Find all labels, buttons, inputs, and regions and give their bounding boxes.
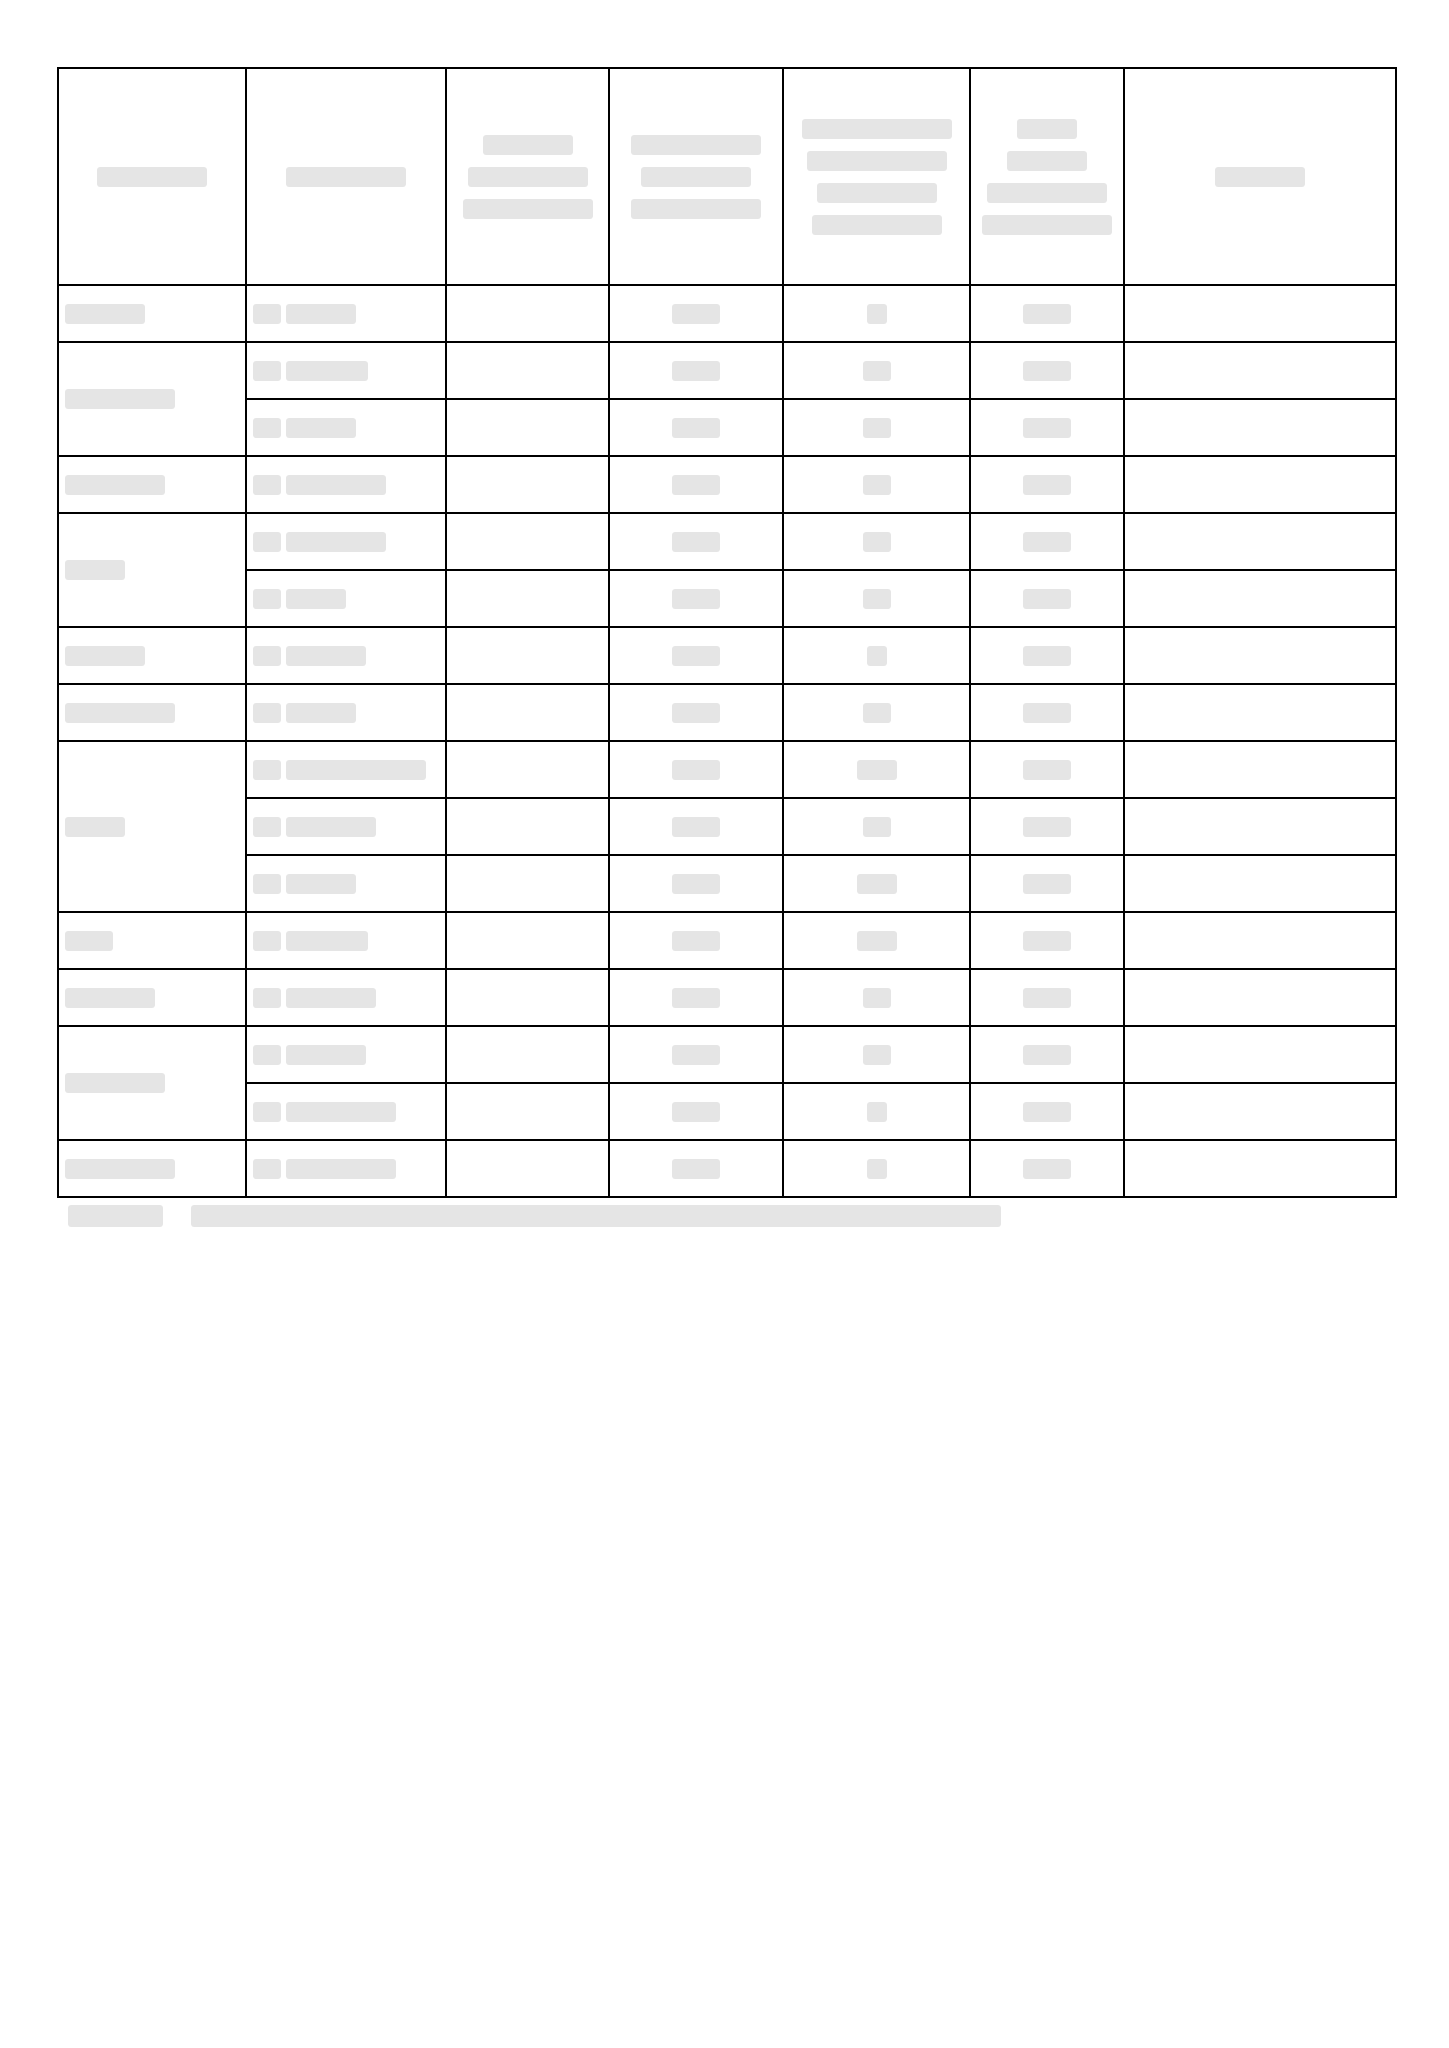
warning-level-cell xyxy=(446,798,609,855)
water-level-cell xyxy=(609,627,783,684)
station-cell xyxy=(246,513,446,570)
forecast-cell xyxy=(970,741,1124,798)
change-cell xyxy=(783,684,970,741)
change-cell xyxy=(783,285,970,342)
forecast-cell xyxy=(970,1083,1124,1140)
water-level-cell xyxy=(609,570,783,627)
header-next-24hr-forecast xyxy=(970,68,1124,285)
warning-level-cell xyxy=(446,684,609,741)
station-cell xyxy=(246,456,446,513)
warning-level-cell xyxy=(446,855,609,912)
forecast-cell xyxy=(970,342,1124,399)
remarks-cell xyxy=(1124,570,1396,627)
water-level-cell xyxy=(609,456,783,513)
change-cell xyxy=(783,570,970,627)
table-row xyxy=(58,912,1396,969)
river-cell xyxy=(58,912,246,969)
table-row xyxy=(58,513,1396,570)
station-cell xyxy=(246,855,446,912)
change-cell xyxy=(783,798,970,855)
water-level-cell xyxy=(609,1140,783,1197)
change-cell xyxy=(783,912,970,969)
remarks-cell xyxy=(1124,855,1396,912)
remarks-cell xyxy=(1124,912,1396,969)
station-cell xyxy=(246,798,446,855)
header-warning-level xyxy=(446,68,609,285)
forecast-cell xyxy=(970,513,1124,570)
remarks-cell xyxy=(1124,969,1396,1026)
remarks-cell xyxy=(1124,456,1396,513)
forecast-cell xyxy=(970,684,1124,741)
remarks-cell xyxy=(1124,1026,1396,1083)
forecast-cell xyxy=(970,456,1124,513)
water-level-cell xyxy=(609,1083,783,1140)
forecast-cell xyxy=(970,1140,1124,1197)
water-level-cell xyxy=(609,855,783,912)
river-cell xyxy=(58,684,246,741)
table-row xyxy=(58,399,1396,456)
water-level-cell xyxy=(609,798,783,855)
remarks-cell xyxy=(1124,342,1396,399)
table-row xyxy=(58,969,1396,1026)
station-cell xyxy=(246,1083,446,1140)
station-cell xyxy=(246,1140,446,1197)
change-cell xyxy=(783,342,970,399)
table-row xyxy=(58,1083,1396,1140)
warning-level-cell xyxy=(446,342,609,399)
warning-level-cell xyxy=(446,1140,609,1197)
forecast-cell xyxy=(970,285,1124,342)
warning-level-cell xyxy=(446,741,609,798)
warning-level-cell xyxy=(446,570,609,627)
station-cell xyxy=(246,912,446,969)
water-level-cell xyxy=(609,684,783,741)
table-row xyxy=(58,285,1396,342)
warning-level-cell xyxy=(446,456,609,513)
warning-level-cell xyxy=(446,285,609,342)
remarks-cell xyxy=(1124,798,1396,855)
warning-level-cell xyxy=(446,513,609,570)
forecast-cell xyxy=(970,798,1124,855)
change-cell xyxy=(783,1026,970,1083)
forecast-cell xyxy=(970,570,1124,627)
station-cell xyxy=(246,684,446,741)
table-row xyxy=(58,741,1396,798)
change-cell xyxy=(783,627,970,684)
station-cell xyxy=(246,570,446,627)
header-remarks xyxy=(1124,68,1396,285)
footnote-label xyxy=(68,1205,163,1227)
water-level-cell xyxy=(609,285,783,342)
station-cell xyxy=(246,969,446,1026)
change-cell xyxy=(783,1140,970,1197)
warning-level-cell xyxy=(446,1026,609,1083)
table-row xyxy=(58,1026,1396,1083)
station-cell xyxy=(246,285,446,342)
remarks-cell xyxy=(1124,627,1396,684)
table-row xyxy=(58,342,1396,399)
change-cell xyxy=(783,513,970,570)
forecast-cell xyxy=(970,912,1124,969)
water-level-table xyxy=(57,67,1397,1198)
warning-level-cell xyxy=(446,969,609,1026)
remarks-cell xyxy=(1124,513,1396,570)
water-level-cell xyxy=(609,912,783,969)
water-level-cell xyxy=(609,1026,783,1083)
river-cell xyxy=(58,342,246,456)
remarks-cell xyxy=(1124,1140,1396,1197)
water-level-cell xyxy=(609,969,783,1026)
change-cell xyxy=(783,399,970,456)
table-row xyxy=(58,627,1396,684)
remarks-cell xyxy=(1124,684,1396,741)
warning-level-cell xyxy=(446,399,609,456)
header-station-name xyxy=(246,68,446,285)
change-cell xyxy=(783,855,970,912)
forecast-cell xyxy=(970,1026,1124,1083)
change-cell xyxy=(783,969,970,1026)
water-level-cell xyxy=(609,342,783,399)
header-river-name xyxy=(58,68,246,285)
header-row xyxy=(58,68,1396,285)
change-cell xyxy=(783,456,970,513)
water-level-cell xyxy=(609,399,783,456)
change-cell xyxy=(783,1083,970,1140)
station-cell xyxy=(246,342,446,399)
remarks-cell xyxy=(1124,399,1396,456)
header-current-water-level xyxy=(609,68,783,285)
forecast-cell xyxy=(970,969,1124,1026)
forecast-cell xyxy=(970,399,1124,456)
table-row xyxy=(58,1140,1396,1197)
station-cell xyxy=(246,399,446,456)
change-cell xyxy=(783,741,970,798)
forecast-cell xyxy=(970,855,1124,912)
river-cell xyxy=(58,456,246,513)
water-level-cell xyxy=(609,513,783,570)
table-row xyxy=(58,798,1396,855)
footnote-text xyxy=(191,1205,1001,1227)
river-cell xyxy=(58,1026,246,1140)
river-cell xyxy=(58,513,246,627)
table-row xyxy=(58,684,1396,741)
station-cell xyxy=(246,1026,446,1083)
remarks-cell xyxy=(1124,285,1396,342)
warning-level-cell xyxy=(446,912,609,969)
remarks-cell xyxy=(1124,1083,1396,1140)
table-row xyxy=(58,570,1396,627)
river-cell xyxy=(58,969,246,1026)
river-cell xyxy=(58,1140,246,1197)
station-cell xyxy=(246,741,446,798)
header-24hr-change xyxy=(783,68,970,285)
table-row xyxy=(58,456,1396,513)
river-cell xyxy=(58,285,246,342)
forecast-cell xyxy=(970,627,1124,684)
river-cell xyxy=(58,627,246,684)
table-row xyxy=(58,855,1396,912)
remarks-cell xyxy=(1124,741,1396,798)
footnote xyxy=(68,1205,1001,1227)
warning-level-cell xyxy=(446,627,609,684)
warning-level-cell xyxy=(446,1083,609,1140)
river-cell xyxy=(58,741,246,912)
station-cell xyxy=(246,627,446,684)
water-level-cell xyxy=(609,741,783,798)
